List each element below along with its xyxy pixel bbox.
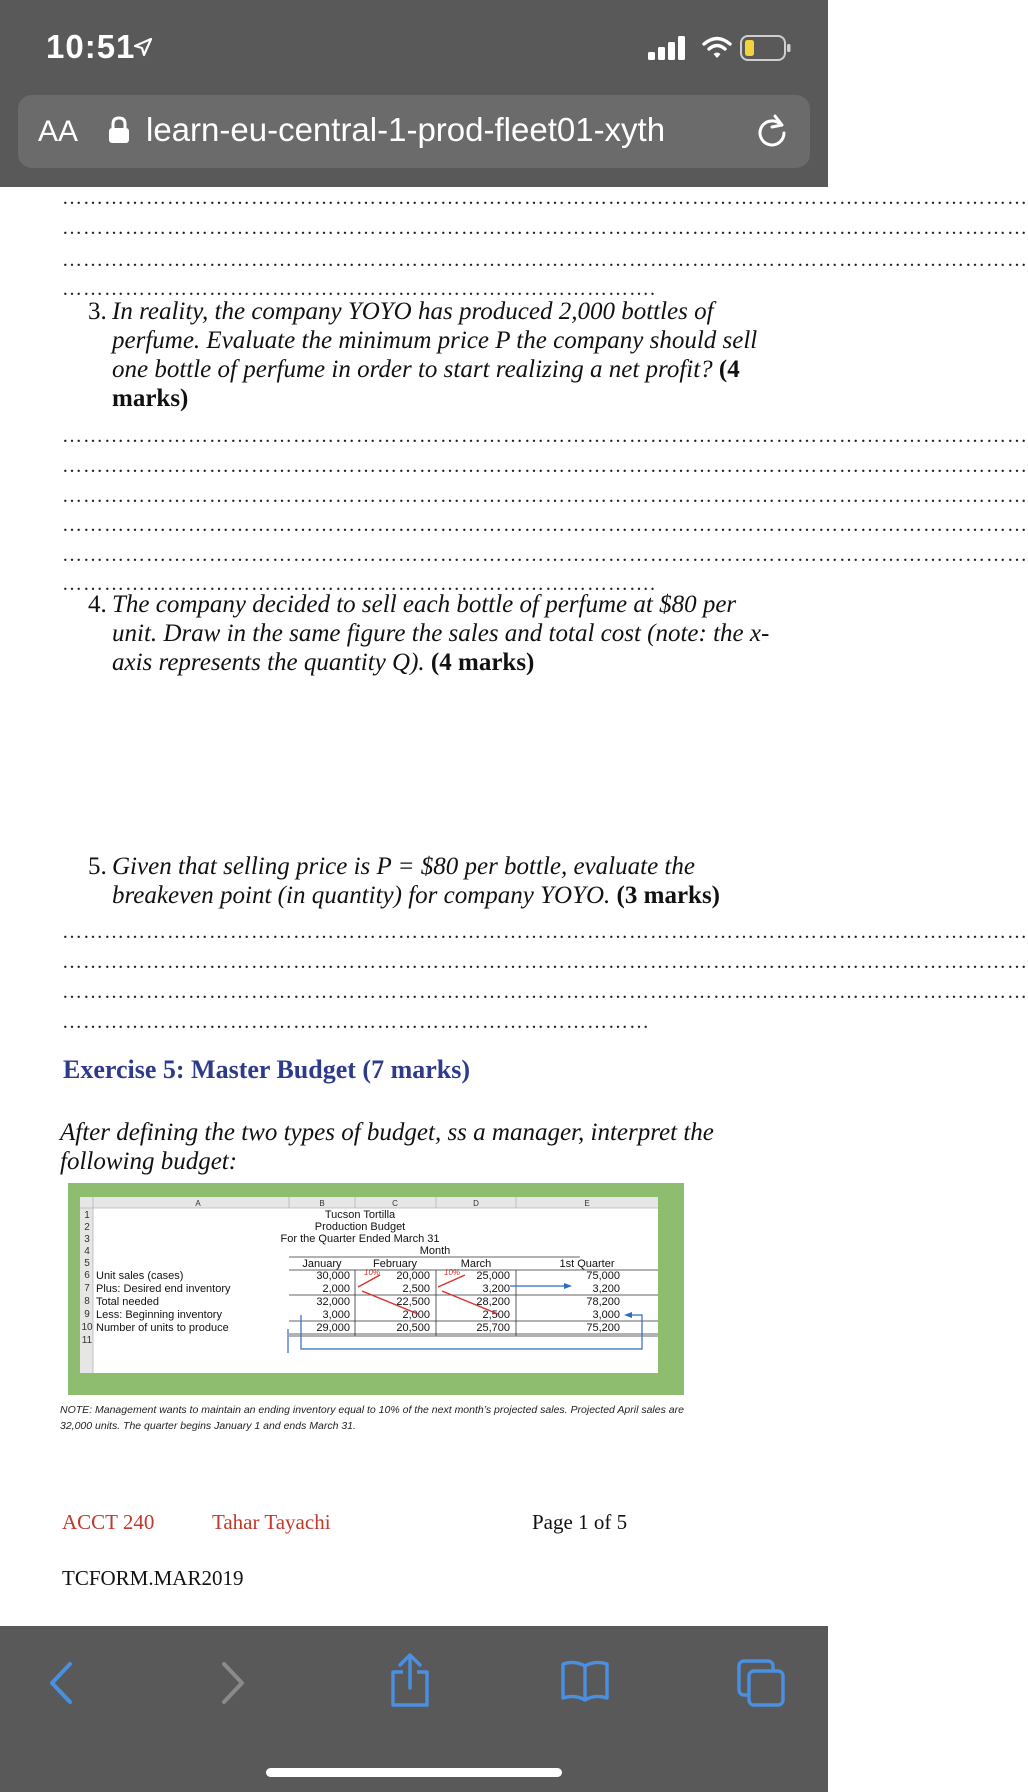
browser-toolbar xyxy=(0,95,828,187)
lock-icon xyxy=(108,116,130,144)
cell-value: 3,200 xyxy=(482,1283,510,1295)
location-arrow-icon xyxy=(132,36,154,58)
cell-value: 25,000 xyxy=(476,1270,510,1282)
exercise-title: Exercise 5: Master Budget (7 marks) xyxy=(63,1055,471,1084)
bookmarks-icon[interactable] xyxy=(560,1658,610,1704)
back-icon[interactable] xyxy=(42,1658,82,1708)
footer-form-code: TCFORM.MAR2019 xyxy=(62,1566,244,1590)
row-number: 2 xyxy=(84,1222,90,1233)
question-3 xyxy=(88,297,778,413)
month-header: Month xyxy=(419,1245,451,1257)
bottom-toolbar xyxy=(0,1626,828,1792)
reload-icon[interactable] xyxy=(754,113,790,149)
answer-line: ………………………………………………………………………………………………………………………… xyxy=(62,981,1028,1003)
cell-value: 28,200 xyxy=(476,1296,510,1308)
row-number: 1 xyxy=(84,1210,90,1221)
row-number: 5 xyxy=(84,1258,90,1269)
battery-icon xyxy=(740,35,792,61)
cell-value: 32,000 xyxy=(316,1296,350,1308)
answer-line: ………………………………………………………………………………………………………………………… xyxy=(62,921,1028,943)
column-letter: C xyxy=(392,1199,398,1208)
cell-value: 75,200 xyxy=(586,1322,620,1334)
cell-value: 2,500 xyxy=(402,1283,430,1295)
column-letter: A xyxy=(195,1199,201,1208)
row-number: 8 xyxy=(84,1296,90,1307)
column-header-march: March xyxy=(460,1258,492,1270)
exercise-intro: After defining the two types of budget, ss a manager, interpret the following budget: xyxy=(60,1119,714,1175)
footer-page-number: Page 1 of 5 xyxy=(532,1510,628,1534)
cell-value: 3,200 xyxy=(592,1283,620,1295)
cellular-signal-icon xyxy=(648,36,690,60)
question-marks: (4 marks) xyxy=(430,649,535,676)
column-header-january: January xyxy=(302,1258,342,1270)
address-bar[interactable] xyxy=(18,95,810,168)
row-number: 4 xyxy=(84,1246,90,1257)
cell-value: 2,000 xyxy=(402,1309,430,1321)
footer-course: ACCT 240 xyxy=(62,1510,155,1534)
question-number: 3. xyxy=(88,298,107,325)
row-label: Number of units to produce xyxy=(96,1322,229,1334)
cell-value: 30,000 xyxy=(316,1270,350,1282)
percent-label: 10% xyxy=(364,1268,381,1277)
row-number: 6 xyxy=(84,1270,90,1281)
cell-value: 78,200 xyxy=(586,1296,620,1308)
row-label: Less: Beginning inventory xyxy=(96,1309,222,1321)
cell-value: 22,500 xyxy=(396,1296,430,1308)
cell-value: 29,000 xyxy=(316,1322,350,1334)
cell-value: 3,000 xyxy=(322,1309,350,1321)
question-marks: (4 marks) xyxy=(112,356,740,412)
question-4 xyxy=(88,590,778,677)
cell-value: 3,000 xyxy=(592,1309,620,1321)
cell-value: 2,500 xyxy=(482,1309,510,1321)
column-letter: E xyxy=(584,1199,590,1208)
budget-title: Production Budget xyxy=(314,1221,406,1233)
row-label: Total needed xyxy=(96,1296,159,1308)
answer-line: ………………………………………………………………………………………………………………………… xyxy=(62,249,1028,271)
question-text: Given that selling price is P = $80 per bottle, evaluate the breakeven point (in quantity) for company YOYO. xyxy=(112,853,695,909)
cell-value: 25,700 xyxy=(476,1322,510,1334)
home-indicator[interactable] xyxy=(266,1768,562,1777)
forward-icon[interactable] xyxy=(212,1658,252,1708)
question-text: The company decided to sell each bottle of perfume at $80 per unit. Draw in the same figure the sales and total cost (note: the x-axis represents the quantity Q). xyxy=(112,591,770,676)
row-label: Unit sales (cases) xyxy=(96,1270,184,1282)
budget-period: For the Quarter Ended March 31 xyxy=(280,1233,440,1245)
answer-line: ………………………………………………………………………………………………………………………… xyxy=(62,544,1028,566)
row-label: Plus: Desired end inventory xyxy=(96,1283,231,1295)
answer-line: ………………………………………………………………………………………………………………………… xyxy=(62,187,1028,209)
budget-company: Tucson Tortilla xyxy=(324,1209,396,1221)
answer-line: …………………………………………………………………………. xyxy=(62,573,656,595)
status-bar xyxy=(0,0,828,95)
row-number: 10 xyxy=(81,1322,93,1333)
answer-line: ………………………………………………………………………………………………………………………… xyxy=(62,951,1028,973)
footer-author: Tahar Tayachi xyxy=(212,1510,331,1534)
answer-line: ………………………………………………………………………………………………………………………… xyxy=(62,485,1028,507)
row-number: 7 xyxy=(84,1283,90,1294)
question-5 xyxy=(88,852,778,910)
cell-value: 75,000 xyxy=(586,1270,620,1282)
question-number: 5. xyxy=(88,853,107,880)
column-letter: D xyxy=(473,1199,479,1208)
row-number: 3 xyxy=(84,1234,90,1245)
row-number: 11 xyxy=(81,1335,93,1346)
cell-value: 2,000 xyxy=(322,1283,350,1295)
answer-line: ………………………………………………………………………………………………………………………… xyxy=(62,425,1028,447)
url-text[interactable]: learn-eu-central-1-prod-fleet01-xyth xyxy=(146,111,666,148)
question-text: In reality, the company YOYO has produced 2,000 bottles of perfume. Evaluate the minimum price P the company should sell one bottle of perfume in order to start realizing a net profit? xyxy=(112,298,758,383)
answer-line: ………………………………………………………………………………………………………………………… xyxy=(62,514,1028,536)
answer-line: ………………………………………………………………………………………………………………………… xyxy=(62,217,1028,239)
row-number: 9 xyxy=(84,1309,90,1320)
question-number: 4. xyxy=(88,591,107,618)
answer-line: ………………………………………………………………………… xyxy=(62,1011,650,1033)
budget-spreadsheet xyxy=(68,1183,684,1395)
column-header-february: February xyxy=(372,1258,418,1270)
answer-line: …………………………………………………………………………. xyxy=(62,278,656,300)
cell-value: 20,500 xyxy=(396,1322,430,1334)
tabs-icon[interactable] xyxy=(736,1658,786,1708)
share-icon[interactable] xyxy=(388,1652,432,1708)
column-header-quarter: 1st Quarter xyxy=(559,1258,615,1270)
percent-label: 10% xyxy=(444,1268,461,1277)
column-letter: B xyxy=(319,1199,325,1208)
wifi-icon xyxy=(702,36,732,60)
status-time: 10:51 xyxy=(46,28,136,65)
text-size-button[interactable]: AA xyxy=(38,115,79,148)
question-marks: (3 marks) xyxy=(616,882,721,909)
budget-note: NOTE: Management wants to maintain an ending inventory equal to 10% of the next month’s projected sales. Projected April sales are 32,000 units. The quarter begins January 1 and ends March 31. xyxy=(60,1404,684,1432)
answer-line: ………………………………………………………………………………………………………………………… xyxy=(62,455,1028,477)
cell-value: 20,000 xyxy=(396,1270,430,1282)
